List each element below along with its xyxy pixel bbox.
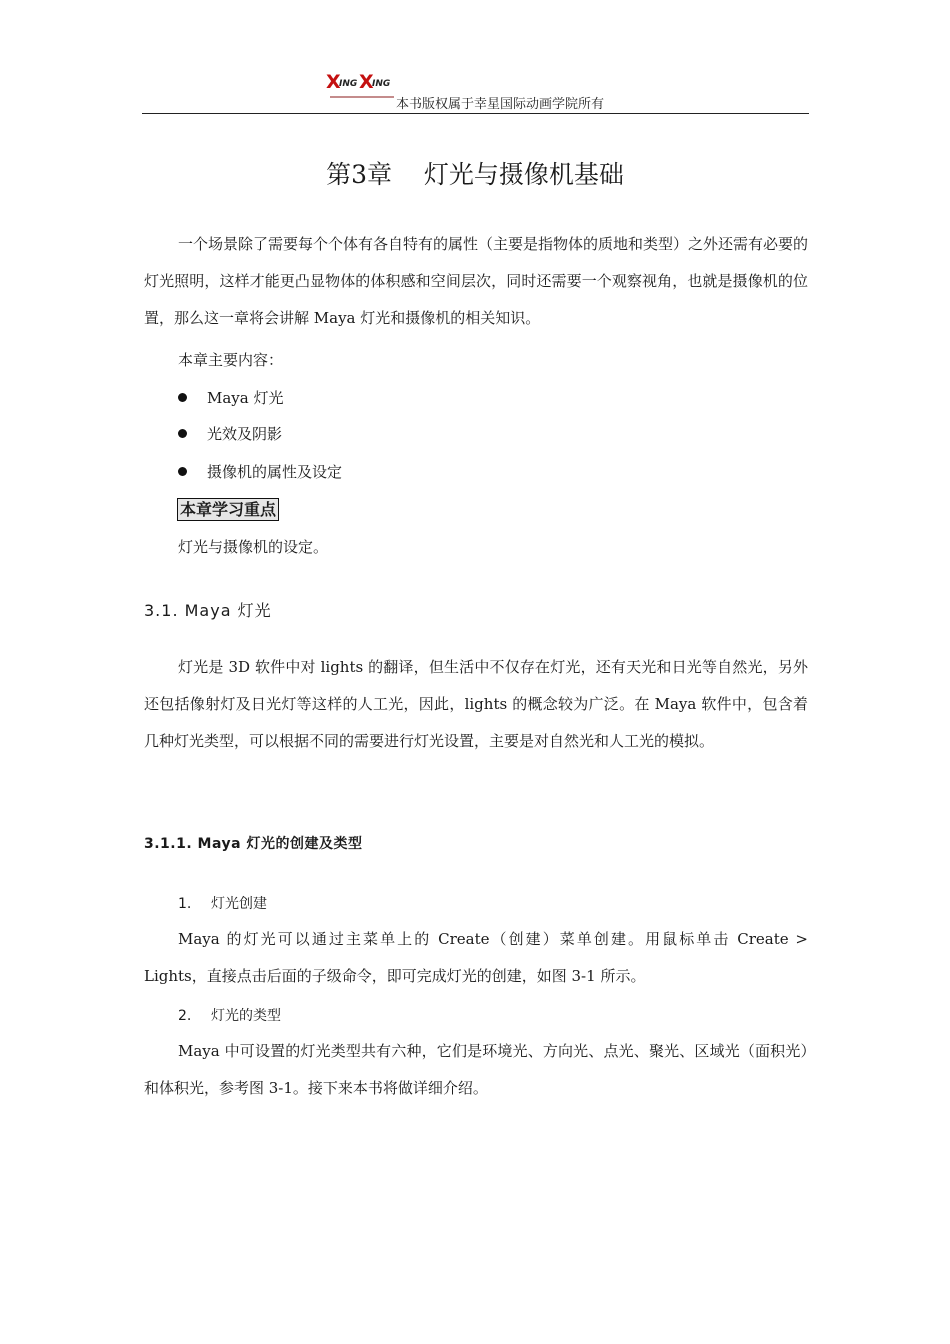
bullet-item — [178, 424, 282, 444]
bullet-dot — [178, 467, 187, 476]
section-paragraph: 灯光是 3D 软件中对 lights 的翻译，但生活中不仅存在灯光，还有天光和日光等自然光，另外还包括像射灯及日光灯等这样的人工光，因此，lights 的概念较为广泛。在 Maya 软件中，包含着几种灯光类型，可以根据不同的需要进行灯光设置，主要是对自然光和人工光的模拟。 — [144, 658, 808, 750]
bullet-text: 光效及阴影 — [207, 425, 283, 443]
chapter-title: 第3章 灯光与摄像机基础 — [326, 160, 624, 189]
item-paragraph: Maya 中可设置的灯光类型共有六种，它们是环境光、方向光、点光、聚光、区域光（面积光）和体积光，参考图 3-1。接下来本书将做详细介绍。 — [144, 1042, 808, 1097]
bullet-dot — [178, 429, 187, 438]
subsection-heading: 3.1.1. Maya 灯光的创建及类型 — [144, 836, 363, 852]
numbered-heading — [178, 1005, 281, 1025]
item-number: 2. — [178, 1008, 192, 1024]
bullet-item — [178, 462, 342, 482]
header-rule — [142, 113, 809, 114]
copyright-note: 本书版权属于幸星国际动画学院所有 — [396, 97, 605, 112]
bullet-dot — [178, 393, 187, 402]
bullet-text: Maya 灯光 — [207, 389, 284, 407]
contents-label: 本章主要内容： — [178, 351, 284, 369]
item-paragraph: Maya 的灯光可以通过主菜单上的 Create（创建）菜单创建。用鼠标单击 Create > Lights，直接点击后面的子级命令，即可完成灯光的创建，如图 3-1 所示。 — [144, 930, 808, 985]
item-number: 1. — [178, 896, 192, 912]
item-title: 灯光创建 — [211, 896, 267, 912]
intro-paragraph: 一个场景除了需要每个个体有各自特有的属性（主要是指物体的质地和类型）之外还需有必要的灯光照明，这样才能更凸显物体的体积感和空间层次，同时还需要一个观察视角，也就是摄像机的位置，那么这一章将会讲解 Maya 灯光和摄像机的相关知识。 — [144, 235, 809, 327]
xingxing-logo — [326, 70, 398, 100]
bullet-item — [178, 388, 284, 408]
item-title: 灯光的类型 — [211, 1008, 281, 1024]
key-points-label: 本章学习重点 — [177, 498, 279, 521]
section-heading: 3.1. Maya 灯光 — [144, 601, 272, 620]
logo-graphic — [326, 70, 398, 100]
svg-text:X: X — [359, 71, 374, 93]
key-points-text: 灯光与摄像机的设定。 — [178, 538, 329, 556]
svg-text:ING: ING — [339, 79, 358, 89]
numbered-heading — [178, 893, 267, 913]
svg-text:X: X — [326, 71, 341, 93]
svg-text:ING: ING — [372, 79, 391, 89]
bullet-text: 摄像机的属性及设定 — [207, 463, 343, 481]
